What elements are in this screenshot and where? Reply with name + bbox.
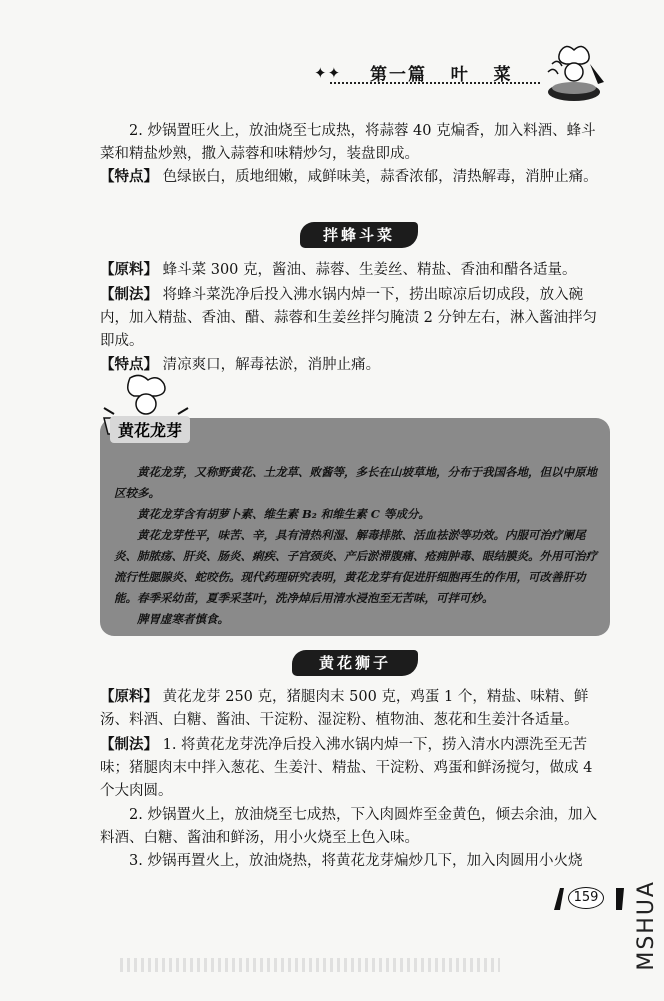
recipe3-step2: 2. 炒锅置火上，放油烧至七成热，下入肉圆炸至金黄色，倾去余油，加入料酒、白糖、酱油和鲜汤，用小火烧至上色入味。 xyxy=(100,807,597,846)
feature-text: 色绿嵌白，质地细嫩，咸鲜味美，蒜香浓郁，清热解毒，消肿止痛。 xyxy=(162,169,598,185)
recipe3-step3: 3. 炒锅再置火上，放油烧热，将黄花龙芽煸炒几下，加入肉圆用小火烧 xyxy=(129,853,583,869)
feature-label: 【特点】 xyxy=(100,357,158,373)
page-number: 159 xyxy=(568,887,604,909)
ingredients-label: 【原料】 xyxy=(100,262,158,278)
recipe2-method xyxy=(100,284,610,353)
ingredients-text: 蜂斗菜 300 克，酱油、蒜蓉、生姜丝、精盐、香油和醋各适量。 xyxy=(162,262,577,278)
header-stars: ✦✦ xyxy=(314,64,342,82)
section-title: 第一篇 叶 菜 xyxy=(370,65,513,85)
recipe1-step2: 2. 炒锅置旺火上，放油烧至七成热，将蒜蓉 40 克煸香，加入料酒、蜂斗菜和精盐炒熟，撒入蒜蓉和味精炒匀，装盘即成。 xyxy=(100,123,596,162)
recipe2-ingredients xyxy=(100,259,610,282)
info-paragraph: 春季采幼苗，夏季采茎叶，洗净焯后用清水浸泡至无苦味，可拌可炒。 xyxy=(137,591,494,605)
bleed-through xyxy=(120,958,500,972)
recipe1-feature xyxy=(100,166,610,189)
info-paragraph: 黄花龙芽，又称野黄花、土龙草、败酱等，多长在山坡草地，分布于我国各地，但以中原地区较多。 xyxy=(114,465,597,500)
chef-cooking-icon xyxy=(540,42,612,104)
method-text: 1. 将黄花龙芽洗净后投入沸水锅内焯一下，捞入清水内漂洗至无苦味；猪腿肉末中拌入葱花、生姜汁、精盐、干淀粉、鸡蛋和鲜汤搅匀，做成 4 个大肉圆。 xyxy=(100,737,593,799)
recipe3-ingredients xyxy=(100,686,610,732)
feature-text: 清凉爽口，解毒祛淤，消肿止痛。 xyxy=(162,357,381,373)
ingredients-text: 黄花龙芽 250 克，猪腿肉末 500 克，鸡蛋 1 个，精盐、味精、鲜汤、料酒、白糖、酱油、干淀粉、湿淀粉、植物油、葱花和生姜汁各适量。 xyxy=(100,689,589,728)
info-box-title: 黄花龙芽 xyxy=(110,416,190,443)
feature-label: 【特点】 xyxy=(100,169,158,185)
method-label: 【制法】 xyxy=(100,737,158,753)
recipe2-title: 拌蜂斗菜 xyxy=(300,222,418,248)
recipe3-method xyxy=(100,734,610,803)
ingredients-label: 【原料】 xyxy=(100,689,158,705)
info-paragraph: 黄花龙芽含有胡萝卜素、维生素 B₂ 和维生素 C 等成分。 xyxy=(137,507,430,521)
recipe3-title: 黄花狮子 xyxy=(292,650,418,676)
method-label: 【制法】 xyxy=(100,287,158,303)
method-text: 将蜂斗菜洗净后投入沸水锅内焯一下，捞出晾凉后切成段，放入碗内，加入精盐、香油、醋、蒜蓉和生姜丝拌匀腌渍 2 分钟左右，淋入酱油拌匀即成。 xyxy=(100,287,597,349)
header-rule xyxy=(330,82,540,84)
info-paragraph: 脾胃虚寒者慎食。 xyxy=(137,612,229,626)
watermark: MSHUA xyxy=(634,880,659,971)
info-paragraph: 黄花龙芽性平，味苦、辛，具有清热利湿、解毒排脓、活血祛淤等功效。内服可治疗阑尾炎、肺脓疡、肝炎、肠炎、痢疾、子宫颈炎、产后淤滞腹痛、疮痈肿毒、眼结膜炎。外用可治疗流行性腮腺炎、蛇咬伤。现代药理研究表明，黄花龙芽有促进肝细胞再生的作用，可改善肝功能。 xyxy=(114,528,597,605)
